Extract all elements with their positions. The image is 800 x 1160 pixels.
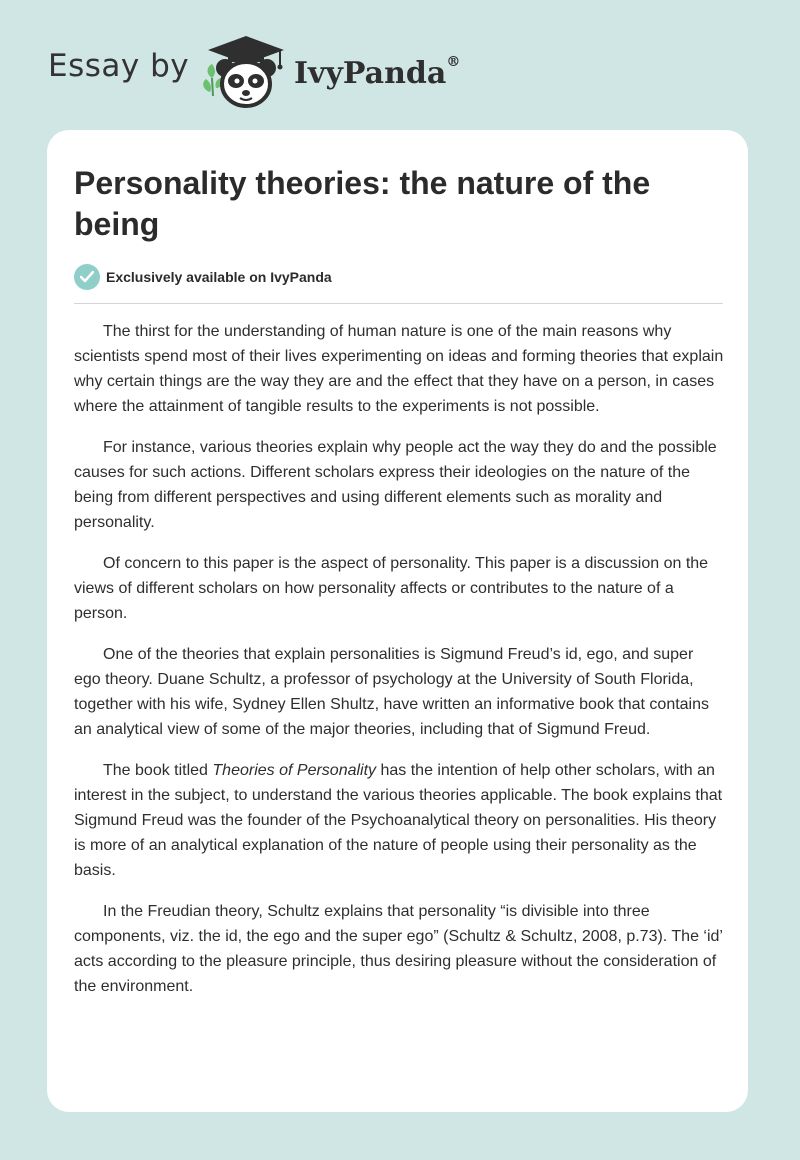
paragraph: Of concern to this paper is the aspect of personality. This paper is a discussion on the views of different scholars on how personality affects or contributes to the nature of a person. [74, 555, 709, 622]
page-title: Personality theories: the nature of the being [74, 165, 651, 242]
paragraph-text: The book titled [103, 762, 213, 779]
paragraph: For instance, various theories explain why people act the way they do and the possible causes for such actions. Different scholars express their ideologies on the nature of the being from different perspectives and using different elements such as morality and personality. [74, 439, 717, 531]
paragraph: In the Freudian theory, Schultz explains that personality “is divisible into three components, viz. the id, the ego and the super ego” (Schultz & Schultz, 2008, p.73). The ‘id’ acts according to the pleasure principle, thus desiring pleasure without the consideration of the environment. [74, 903, 723, 995]
paragraph [74, 758, 724, 883]
panda-graduate-icon[interactable] [200, 34, 292, 110]
essay-by-label: Essay by [48, 48, 190, 84]
book-title: Theories of Personality [212, 762, 377, 779]
divider [74, 303, 723, 304]
paragraph-text: has the intention of help other scholars, with an interest in the subject, to understand the various theories applicable. The book explains that Sigmund Freud was the founder of the Psychoanalytical theory on personalities. His theory is more of an analytical explanation of the nature of people using their personality as the basis. [74, 762, 723, 879]
exclusive-label: Exclusively available on IvyPanda [106, 269, 332, 285]
essay-card [47, 130, 748, 1112]
exclusive-badge [74, 264, 332, 290]
paragraph: The thirst for the understanding of human nature is one of the main reasons why scientists spend most of their lives experimenting on ideas and forming theories that explain why certain things are the way they are and the effect that they have on a person, in cases where the attainment of tangible results to the experiments is not possible. [74, 323, 724, 415]
check-icon [74, 264, 100, 290]
essay-body [74, 319, 724, 1015]
site-header [48, 34, 748, 110]
paragraph: One of the theories that explain personalities is Sigmund Freud’s id, ego, and super ego theory. Duane Schultz, a professor of psychology at the University of South Florida, together with his wife, Sydney Ellen Shultz, have written an informative book that contains an analytical view of some of the major theories, including that of Sigmund Freud. [74, 646, 710, 738]
brand-name[interactable]: IvyPanda® [294, 54, 461, 91]
